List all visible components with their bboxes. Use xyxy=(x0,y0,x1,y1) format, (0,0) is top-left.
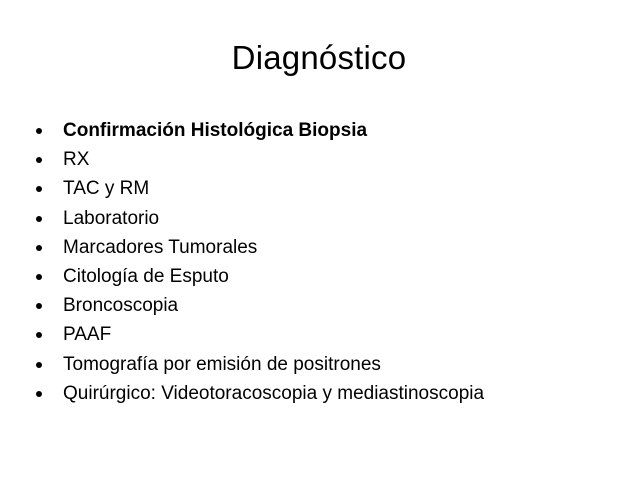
bullet-icon xyxy=(36,274,42,280)
bullet-icon xyxy=(36,157,42,163)
bullet-icon xyxy=(36,362,42,368)
bullet-icon xyxy=(36,245,42,251)
bullet-text: Broncoscopia xyxy=(63,295,179,317)
bullet-text: PAAF xyxy=(63,324,112,346)
bullet-icon xyxy=(36,303,42,309)
bullet-text: Marcadores Tumorales xyxy=(63,236,258,258)
slide-title: Diagnóstico xyxy=(231,39,407,76)
bullet-text: Citología de Esputo xyxy=(63,265,229,287)
bullet-text: Confirmación Histológica Biopsia xyxy=(63,120,368,141)
bullet-icon xyxy=(36,216,42,222)
bullet-text: Quirúrgico: Videotoracoscopia y mediastinoscopia xyxy=(63,382,485,404)
bullet-text: Tomografía por emisión de positrones xyxy=(63,353,381,375)
bullet-icon xyxy=(36,128,42,134)
bullet-text: TAC y RM xyxy=(63,178,150,200)
bullet-icon xyxy=(36,186,42,192)
bullet-icon xyxy=(36,391,42,397)
bullet-icon xyxy=(36,332,42,338)
bullet-text: Laboratorio xyxy=(63,207,160,229)
bullet-text: RX xyxy=(63,149,90,171)
